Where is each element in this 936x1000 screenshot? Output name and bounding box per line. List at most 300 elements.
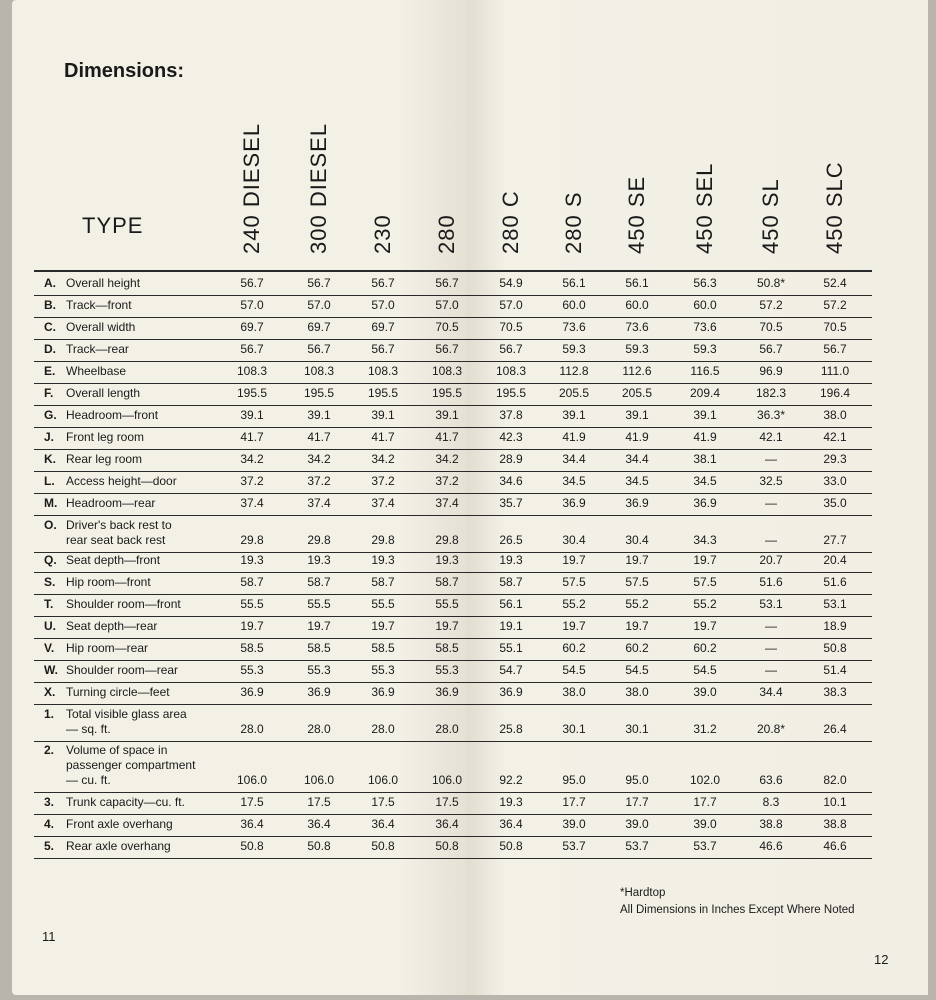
- cell-450-slc: 46.6: [823, 839, 847, 853]
- row-label: [44, 817, 173, 832]
- row-label-text: Turning circle—feet: [66, 685, 170, 699]
- row-label: [44, 839, 171, 854]
- cell-240-diesel: 37.2: [240, 474, 264, 488]
- row-label-text: Headroom—front: [66, 408, 159, 422]
- cell-280-c: 19.1: [499, 619, 523, 633]
- cell-300-diesel: 106.0: [303, 773, 335, 787]
- cell-280: 70.5: [435, 320, 459, 334]
- row-label-text: passenger compartment: [66, 758, 196, 772]
- cell-280-s: 36.9: [562, 496, 586, 510]
- row-divider: [34, 383, 872, 384]
- cell-240-diesel: 50.8: [240, 839, 264, 853]
- row-label: [44, 641, 148, 656]
- row-divider: [34, 449, 872, 450]
- cell-450-sl: 96.9: [759, 364, 783, 378]
- cell-450-sel: 73.6: [693, 320, 717, 334]
- cell-280-s: 19.7: [562, 619, 586, 633]
- cell-230: 56.7: [371, 342, 395, 356]
- row-label-text: Shoulder room—rear: [66, 663, 179, 677]
- cell-280-c: 57.0: [499, 298, 523, 312]
- cell-450-sl: 36.3*: [756, 408, 786, 422]
- cell-450-sl: 57.2: [759, 298, 783, 312]
- cell-300-diesel: 19.3: [307, 553, 331, 567]
- row-divider: [34, 792, 872, 793]
- cell-450-sl: 63.6: [759, 773, 783, 787]
- cell-450-sel: 59.3: [693, 342, 717, 356]
- cell-450-sel: 17.7: [693, 795, 717, 809]
- model-header-450-slc: 450 SLC: [822, 161, 847, 254]
- cell-300-diesel: 36.9: [307, 685, 331, 699]
- row-label-text: — sq. ft.: [66, 722, 111, 736]
- cell-450-sel: 54.5: [693, 663, 717, 677]
- row-divider: [34, 616, 872, 617]
- cell-450-sl: —: [765, 533, 777, 547]
- cell-240-diesel: 36.4: [240, 817, 264, 831]
- row-label-text: Overall height: [66, 276, 141, 290]
- row-label: [44, 386, 140, 401]
- cell-280-s: 60.0: [562, 298, 586, 312]
- cell-450-sel: 55.2: [693, 597, 717, 611]
- row-code: U.: [44, 619, 56, 633]
- row-divider: [34, 361, 872, 362]
- cell-230: 69.7: [371, 320, 395, 334]
- cell-230: 17.5: [371, 795, 395, 809]
- row-label: [44, 619, 157, 634]
- row-divider: [34, 638, 872, 639]
- row-code: L.: [44, 474, 55, 488]
- cell-300-diesel: 29.8: [307, 533, 331, 547]
- cell-280-c: 70.5: [499, 320, 523, 334]
- cell-230: 37.2: [371, 474, 395, 488]
- cell-240-diesel: 195.5: [236, 386, 268, 400]
- row-code: X.: [44, 685, 56, 699]
- cell-240-diesel: 19.3: [240, 553, 264, 567]
- cell-280-s: 112.8: [559, 364, 589, 378]
- row-label: [44, 518, 172, 548]
- model-header-240-diesel: 240 DIESEL: [239, 122, 264, 254]
- row-label-text: Hip room—rear: [66, 641, 149, 655]
- row-label-text: Access height—door: [66, 474, 177, 488]
- cell-450-se: 36.9: [625, 496, 649, 510]
- cell-450-slc: 196.4: [819, 386, 851, 400]
- cell-450-sl: 70.5: [759, 320, 783, 334]
- cell-230: 19.7: [371, 619, 395, 633]
- hardtop-footnote: *Hardtop: [620, 887, 666, 899]
- cell-450-sel: 57.5: [693, 575, 717, 589]
- row-code: 4.: [44, 817, 55, 831]
- row-code: 3.: [44, 795, 55, 809]
- row-label: [44, 743, 195, 788]
- cell-450-se: 39.0: [625, 817, 649, 831]
- cell-450-slc: 70.5: [823, 320, 847, 334]
- cell-450-slc: 38.3: [823, 685, 847, 699]
- cell-240-diesel: 28.0: [240, 722, 264, 736]
- cell-450-slc: 51.4: [823, 663, 847, 677]
- cell-450-se: 30.1: [625, 722, 649, 736]
- model-header-230: 230: [370, 214, 395, 254]
- cell-450-sl: 20.8*: [756, 722, 786, 736]
- cell-240-diesel: 58.7: [240, 575, 264, 589]
- cell-280-s: 53.7: [562, 839, 586, 853]
- cell-300-diesel: 55.5: [307, 597, 331, 611]
- cell-450-sel: 36.9: [693, 496, 717, 510]
- row-label: [44, 342, 129, 357]
- cell-450-se: 56.1: [625, 276, 649, 290]
- cell-280-c: 58.7: [499, 575, 523, 589]
- cell-450-sel: 56.3: [693, 276, 717, 290]
- cell-280-s: 55.2: [562, 597, 586, 611]
- cell-300-diesel: 19.7: [307, 619, 331, 633]
- cell-450-sl: 38.8: [759, 817, 783, 831]
- cell-450-se: 30.4: [625, 533, 649, 547]
- cell-450-slc: 82.0: [823, 773, 847, 787]
- cell-300-diesel: 36.4: [307, 817, 331, 831]
- row-code: 1.: [44, 707, 55, 721]
- cell-450-se: 38.0: [625, 685, 649, 699]
- row-label: [44, 496, 155, 511]
- cell-450-sel: 34.3: [693, 533, 717, 547]
- cell-280-s: 205.5: [558, 386, 590, 400]
- type-column-label: TYPE: [82, 213, 144, 238]
- cell-280-c: 35.7: [499, 496, 523, 510]
- row-label-text: Driver's back rest to: [66, 518, 172, 532]
- row-label-text: Wheelbase: [66, 364, 127, 378]
- row-code: K.: [44, 452, 56, 466]
- cell-280: 106.0: [431, 773, 463, 787]
- row-label: [44, 597, 181, 612]
- row-label-text: Track—rear: [66, 342, 129, 356]
- row-label: [44, 474, 177, 489]
- row-code: T.: [44, 597, 54, 611]
- cell-240-diesel: 55.3: [240, 663, 264, 677]
- cell-450-sl: —: [765, 452, 777, 466]
- cell-450-sel: 41.9: [693, 430, 717, 444]
- cell-450-slc: 38.8: [823, 817, 847, 831]
- cell-450-se: 55.2: [625, 597, 649, 611]
- cell-450-se: 112.6: [622, 364, 652, 378]
- row-code: Q.: [44, 553, 57, 567]
- units-note: All Dimensions in Inches Except Where Noted: [620, 904, 855, 916]
- cell-450-sel: 39.0: [693, 817, 717, 831]
- cell-450-sel: 19.7: [693, 553, 717, 567]
- cell-450-se: 39.1: [625, 408, 649, 422]
- cell-240-diesel: 58.5: [240, 641, 264, 655]
- cell-450-sl: 182.3: [755, 386, 787, 400]
- cell-280: 29.8: [435, 533, 459, 547]
- page-title: Dimensions:: [64, 60, 185, 82]
- row-divider: [34, 741, 872, 742]
- row-code: B.: [44, 298, 56, 312]
- cell-280-s: 54.5: [562, 663, 586, 677]
- cell-450-sel: 60.0: [693, 298, 717, 312]
- cell-450-sel: 38.1: [693, 452, 717, 466]
- cell-300-diesel: 69.7: [307, 320, 331, 334]
- row-divider: [34, 471, 872, 472]
- cell-450-slc: 53.1: [823, 597, 847, 611]
- cell-230: 58.5: [371, 641, 395, 655]
- cell-300-diesel: 108.3: [303, 364, 335, 378]
- cell-230: 41.7: [371, 430, 395, 444]
- row-divider: [34, 836, 872, 837]
- cell-230: 106.0: [367, 773, 399, 787]
- cell-280: 58.5: [435, 641, 459, 655]
- cell-300-diesel: 34.2: [307, 452, 331, 466]
- row-divider: [34, 594, 872, 595]
- row-code: S.: [44, 575, 56, 589]
- cell-240-diesel: 37.4: [240, 496, 264, 510]
- cell-280-c: 55.1: [499, 641, 523, 655]
- model-header-300-diesel: 300 DIESEL: [306, 122, 331, 254]
- cell-280: 37.4: [435, 496, 459, 510]
- cell-280-s: 39.1: [562, 408, 586, 422]
- cell-450-sl: 56.7: [759, 342, 783, 356]
- cell-280-c: 42.3: [499, 430, 523, 444]
- cell-230: 34.2: [371, 452, 395, 466]
- cell-300-diesel: 195.5: [303, 386, 335, 400]
- row-code: G.: [44, 408, 57, 422]
- row-divider: [34, 515, 872, 516]
- row-divider: [34, 339, 872, 340]
- cell-450-se: 34.5: [625, 474, 649, 488]
- cell-230: 37.4: [371, 496, 395, 510]
- cell-280-s: 30.4: [562, 533, 586, 547]
- cell-450-se: 205.5: [621, 386, 653, 400]
- cell-450-se: 41.9: [625, 430, 649, 444]
- row-divider: [34, 660, 872, 661]
- cell-280-s: 39.0: [562, 817, 586, 831]
- row-label: [44, 430, 144, 445]
- cell-300-diesel: 37.2: [307, 474, 331, 488]
- cell-300-diesel: 56.7: [307, 342, 331, 356]
- cell-240-diesel: 69.7: [240, 320, 264, 334]
- cell-240-diesel: 56.7: [240, 342, 264, 356]
- row-label-text: Track—front: [66, 298, 132, 312]
- cell-280: 39.1: [435, 408, 459, 422]
- cell-280-c: 54.9: [499, 276, 523, 290]
- row-divider: [34, 682, 872, 683]
- row-label: [44, 685, 170, 700]
- cell-450-slc: 52.4: [823, 276, 847, 290]
- row-divider: [34, 814, 872, 815]
- row-label-text: Front leg room: [66, 430, 145, 444]
- cell-240-diesel: 17.5: [240, 795, 264, 809]
- cell-300-diesel: 41.7: [307, 430, 331, 444]
- row-label: [44, 663, 178, 678]
- cell-280: 55.3: [435, 663, 459, 677]
- cell-280-c: 25.8: [499, 722, 523, 736]
- cell-280: 34.2: [435, 452, 459, 466]
- cell-300-diesel: 58.7: [307, 575, 331, 589]
- cell-280: 36.4: [435, 817, 459, 831]
- cell-450-se: 19.7: [625, 553, 649, 567]
- cell-230: 57.0: [371, 298, 395, 312]
- cell-280-s: 38.0: [562, 685, 586, 699]
- cell-280-s: 73.6: [562, 320, 586, 334]
- page-number-right: 12: [874, 952, 889, 967]
- row-label: [44, 553, 160, 568]
- model-header-450-sel: 450 SEL: [692, 162, 717, 254]
- row-divider: [34, 572, 872, 573]
- cell-300-diesel: 56.7: [307, 276, 331, 290]
- cell-280-s: 30.1: [562, 722, 586, 736]
- cell-280-s: 59.3: [562, 342, 586, 356]
- row-code: 2.: [44, 743, 55, 757]
- cell-240-diesel: 29.8: [240, 533, 264, 547]
- cell-240-diesel: 108.3: [236, 364, 268, 378]
- cell-240-diesel: 41.7: [240, 430, 264, 444]
- cell-450-slc: 35.0: [823, 496, 847, 510]
- row-label-text: rear seat back rest: [66, 533, 166, 547]
- row-label-text: — cu. ft.: [66, 773, 111, 787]
- cell-450-sel: 116.5: [690, 364, 720, 378]
- cell-450-sl: 53.1: [759, 597, 783, 611]
- cell-280: 55.5: [435, 597, 459, 611]
- cell-300-diesel: 17.5: [307, 795, 331, 809]
- cell-230: 36.4: [371, 817, 395, 831]
- cell-450-se: 53.7: [625, 839, 649, 853]
- cell-280: 19.7: [435, 619, 459, 633]
- row-label: [44, 452, 142, 467]
- cell-230: 55.5: [371, 597, 395, 611]
- row-divider: [34, 858, 872, 859]
- row-label-text: Overall width: [66, 320, 136, 334]
- row-label-text: Shoulder room—front: [66, 597, 181, 611]
- cell-230: 28.0: [371, 722, 395, 736]
- cell-300-diesel: 57.0: [307, 298, 331, 312]
- cell-450-sl: 20.7: [759, 553, 783, 567]
- cell-450-slc: 27.7: [823, 533, 847, 547]
- cell-450-slc: 56.7: [823, 342, 847, 356]
- cell-450-slc: 20.4: [823, 553, 847, 567]
- cell-240-diesel: 56.7: [240, 276, 264, 290]
- cell-280-c: 92.2: [499, 773, 523, 787]
- cell-280: 56.7: [435, 342, 459, 356]
- row-code: M.: [44, 496, 58, 510]
- cell-280: 17.5: [435, 795, 459, 809]
- row-label-text: Seat depth—rear: [66, 619, 158, 633]
- cell-280: 19.3: [435, 553, 459, 567]
- cell-280-s: 60.2: [562, 641, 586, 655]
- row-divider: [34, 704, 872, 705]
- cell-280: 36.9: [435, 685, 459, 699]
- row-code: 5.: [44, 839, 55, 853]
- cell-280-c: 19.3: [499, 553, 523, 567]
- row-label-text: Trunk capacity—cu. ft.: [66, 795, 185, 809]
- cell-450-sel: 53.7: [693, 839, 717, 853]
- cell-280: 37.2: [435, 474, 459, 488]
- row-divider: [34, 295, 872, 296]
- cell-450-sel: 39.1: [693, 408, 717, 422]
- cell-450-sl: 34.4: [759, 685, 783, 699]
- cell-280-c: 36.4: [499, 817, 523, 831]
- row-label: [44, 320, 135, 335]
- cell-300-diesel: 50.8: [307, 839, 331, 853]
- cell-230: 36.9: [371, 685, 395, 699]
- cell-280: 28.0: [435, 722, 459, 736]
- cell-450-sel: 39.0: [693, 685, 717, 699]
- cell-450-sel: 19.7: [693, 619, 717, 633]
- cell-280: 41.7: [435, 430, 459, 444]
- cell-280-c: 26.5: [499, 533, 523, 547]
- cell-280-c: 54.7: [499, 663, 523, 677]
- row-code: W.: [44, 663, 58, 677]
- cell-450-sel: 60.2: [693, 641, 717, 655]
- cell-450-se: 59.3: [625, 342, 649, 356]
- model-header-450-se: 450 SE: [624, 175, 649, 254]
- cell-280-c: 37.8: [499, 408, 523, 422]
- row-divider: [34, 317, 872, 318]
- cell-280: 58.7: [435, 575, 459, 589]
- cell-450-se: 17.7: [625, 795, 649, 809]
- row-divider: [34, 427, 872, 428]
- cell-240-diesel: 55.5: [240, 597, 264, 611]
- row-label-text: Rear leg room: [66, 452, 143, 466]
- cell-450-slc: 38.0: [823, 408, 847, 422]
- cell-280-c: 56.7: [499, 342, 523, 356]
- row-label-text: Front axle overhang: [66, 817, 173, 831]
- cell-450-slc: 18.9: [823, 619, 847, 633]
- cell-450-se: 60.2: [625, 641, 649, 655]
- cell-230: 55.3: [371, 663, 395, 677]
- model-header-280-s: 280 S: [561, 191, 586, 254]
- cell-300-diesel: 39.1: [307, 408, 331, 422]
- cell-450-sl: —: [765, 641, 777, 655]
- row-label-text: Rear axle overhang: [66, 839, 171, 853]
- cell-280-s: 17.7: [562, 795, 586, 809]
- cell-450-slc: 50.8: [823, 641, 847, 655]
- cell-450-se: 60.0: [625, 298, 649, 312]
- cell-450-sl: —: [765, 663, 777, 677]
- cell-230: 56.7: [371, 276, 395, 290]
- row-label: [44, 298, 132, 313]
- row-code: A.: [44, 276, 56, 290]
- cell-300-diesel: 55.3: [307, 663, 331, 677]
- cell-450-slc: 33.0: [823, 474, 847, 488]
- row-divider: [34, 493, 872, 494]
- cell-230: 195.5: [367, 386, 399, 400]
- cell-280-c: 28.9: [499, 452, 523, 466]
- cell-230: 58.7: [371, 575, 395, 589]
- row-code: J.: [44, 430, 55, 444]
- row-label-text: Seat depth—front: [66, 553, 161, 567]
- cell-450-sl: 50.8*: [756, 276, 786, 290]
- cell-450-slc: 111.0: [820, 364, 850, 378]
- cell-230: 39.1: [371, 408, 395, 422]
- cell-280: 57.0: [435, 298, 459, 312]
- cell-280-s: 34.4: [562, 452, 586, 466]
- row-label: [44, 408, 158, 423]
- row-code: E.: [44, 364, 56, 378]
- cell-300-diesel: 28.0: [307, 722, 331, 736]
- cell-450-slc: 10.1: [823, 795, 847, 809]
- cell-450-slc: 26.4: [823, 722, 847, 736]
- cell-230: 108.3: [367, 364, 399, 378]
- model-header-280: 280: [434, 214, 459, 254]
- cell-280-c: 34.6: [499, 474, 523, 488]
- row-code: O.: [44, 518, 57, 532]
- row-label: [44, 276, 140, 291]
- cell-450-se: 73.6: [625, 320, 649, 334]
- cell-450-slc: 51.6: [823, 575, 847, 589]
- cell-240-diesel: 19.7: [240, 619, 264, 633]
- cell-240-diesel: 57.0: [240, 298, 264, 312]
- cell-230: 50.8: [371, 839, 395, 853]
- cell-280-c: 56.1: [499, 597, 523, 611]
- cell-280: 50.8: [435, 839, 459, 853]
- cell-450-sl: —: [765, 496, 777, 510]
- cell-230: 19.3: [371, 553, 395, 567]
- cell-450-slc: 57.2: [823, 298, 847, 312]
